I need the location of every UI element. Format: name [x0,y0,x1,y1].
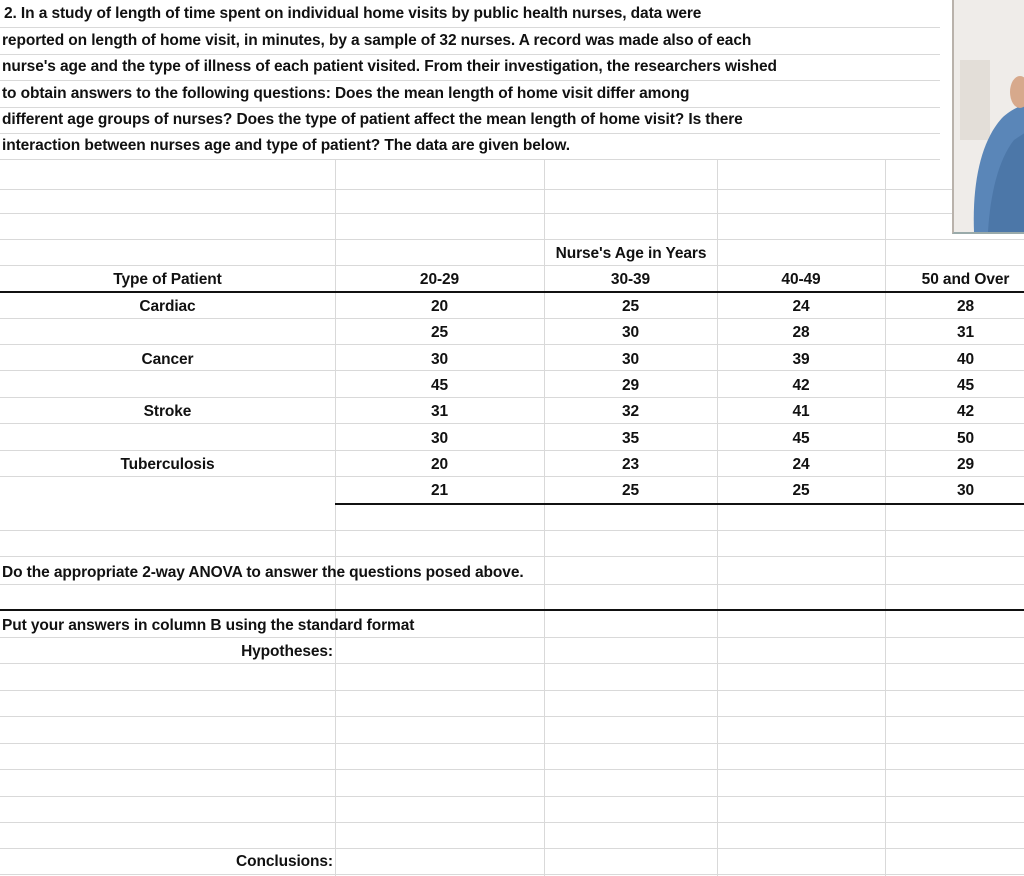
question-line-5: different age groups of nurses? Does the type of patient affect the mean length of home visit? Is there [2,111,743,128]
section-rule [0,609,1024,611]
group-label-cancer: Cancer [141,351,194,368]
table-cell[interactable]: 41 [792,403,810,420]
row-header: Type of Patient [113,271,222,288]
table-cell[interactable]: 30 [621,324,640,341]
group-label-cardiac: Cardiac [139,298,196,315]
table-cell[interactable]: 30 [430,351,449,368]
group-header: Nurse's Age in Years [555,245,707,262]
column-header-30-39: 30-39 [610,271,651,288]
table-cell[interactable]: 25 [621,482,640,499]
table-bottom-rule [335,503,1024,505]
table-cell[interactable]: 45 [956,377,975,394]
header-rule [0,291,1024,293]
table-cell[interactable]: 42 [956,403,975,420]
table-cell[interactable]: 45 [792,430,810,447]
table-cell[interactable]: 24 [792,456,810,473]
table-cell[interactable]: 35 [621,430,640,447]
column-header-50-and-over: 50 and Over [921,271,1010,288]
table-cell[interactable]: 20 [430,456,449,473]
table-cell[interactable]: 42 [792,377,810,394]
table-cell[interactable]: 29 [956,456,975,473]
table-cell[interactable]: 39 [792,351,810,368]
table-cell[interactable]: 40 [956,351,975,368]
table-cell[interactable]: 30 [956,482,975,499]
table-cell[interactable]: 23 [621,456,640,473]
table-cell[interactable]: 32 [621,403,640,420]
anova-instruction: Do the appropriate 2-way ANOVA to answer the questions posed above. [2,564,524,581]
answer-format-instruction: Put your answers in column B using the standard format [2,617,415,634]
table-cell[interactable]: 31 [956,324,975,341]
column-header-20-29: 20-29 [419,271,460,288]
question-line-3: nurse's age and the type of illness of each patient visited. From their investigation, the researchers wished [2,58,777,75]
table-cell[interactable]: 25 [792,482,810,499]
table-cell[interactable]: 30 [430,430,449,447]
table-cell[interactable]: 29 [621,377,640,394]
group-label-stroke: Stroke [143,403,192,420]
table-cell[interactable]: 31 [430,403,449,420]
table-cell[interactable]: 50 [956,430,975,447]
table-cell[interactable]: 20 [430,298,449,315]
group-label-tuberculosis: Tuberculosis [120,456,215,473]
table-cell[interactable]: 45 [430,377,449,394]
table-cell[interactable]: 28 [956,298,975,315]
question-line-1: 2. In a study of length of time spent on individual home visits by public health nurses, data were [4,5,702,22]
table-cell[interactable]: 25 [621,298,640,315]
table-cell[interactable]: 28 [792,324,810,341]
hypotheses-label: Hypotheses: [241,643,333,660]
table-cell[interactable]: 24 [792,298,810,315]
table-cell[interactable]: 30 [621,351,640,368]
conclusions-label: Conclusions: [236,853,333,870]
question-line-6: interaction between nurses age and type of patient? The data are given below. [2,137,570,154]
column-header-40-49: 40-49 [781,271,821,288]
table-cell[interactable]: 21 [430,482,449,499]
table-cell[interactable]: 25 [430,324,449,341]
question-text [0,0,940,160]
nurse-photo [952,0,1024,234]
question-line-2: reported on length of home visit, in minutes, by a sample of 32 nurses. A record was made also of each [2,32,752,49]
question-line-4: to obtain answers to the following questions: Does the mean length of home visit differ among [2,85,690,102]
